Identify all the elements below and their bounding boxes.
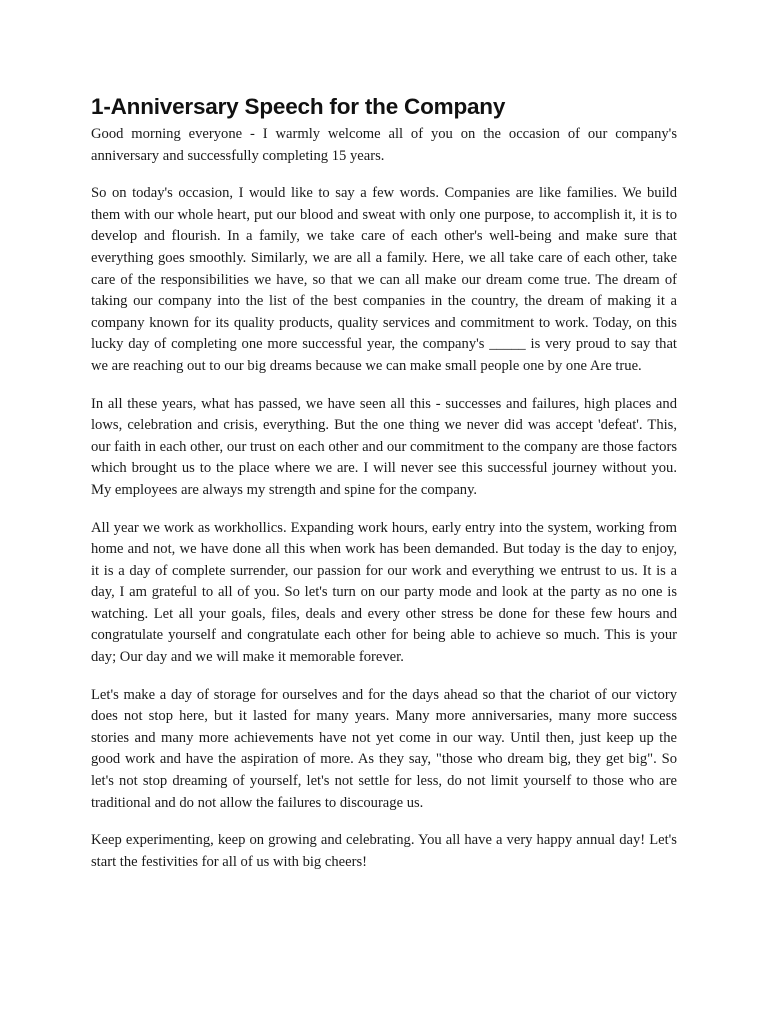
paragraph-4: All year we work as workhollics. Expanding work hours, early entry into the system, working from home and not, we have done all this when work has been demanded. But today is the day to enjoy, it is a day of complete surrender, our passion for our work and everything we entrust to us. It is a day, I am grateful to all of you. So let's turn on our party mode and look at the party as no one is watching. Let all your goals, files, deals and every other stress be done for these few hours and congratulate yourself and congratulate each other for being able to achieve so much. This is your day; Our day and we will make it memorable forever. bbox=[91, 519, 677, 666]
document-page bbox=[91, 92, 677, 889]
paragraph-3: In all these years, what has passed, we have seen all this - successes and failures, high places and lows, celebration and crisis, everything. But the one thing we never did was accept 'defeat'. This, our faith in each other, our trust on each other and our commitment to the company are those factors which brought us to the place where we are. I will never see this successful journey without you. My employees are always my strength and spine for the company. bbox=[91, 395, 677, 498]
paragraph-2: So on today's occasion, I would like to say a few words. Companies are like families. We build them with our whole heart, put our blood and sweat with only one purpose, to accomplish it, it is to develop and flourish. In a family, we take care of each other's well-being and make sure that everything goes smoothly. Similarly, we are all a family. Here, we all take care of each other, take care of the responsibilities we have, so that we can all make our dream come true. The dream of taking our company into the list of the best companies in the country, the dream of making it a company known for its quality products, quality services and commitment to work. Today, on this lucky day of completing one more successful year, the company's _____ is very proud to say that we are reaching out to our big dreams because we can make small people one by one Are true. bbox=[91, 185, 677, 374]
paragraph-6: Keep experimenting, keep on growing and celebrating. You all have a very happy annual day! Let's start the festivities for all of us with big cheers! bbox=[91, 832, 677, 870]
paragraph-1: Good morning everyone - I warmly welcome all of you on the occasion of our company's anniversary and successfully completing 15 years. bbox=[91, 126, 677, 164]
page-title: 1-Anniversary Speech for the Company bbox=[91, 94, 506, 119]
paragraph-5: Let's make a day of storage for ourselves and for the days ahead so that the chariot of our victory does not stop here, but it lasted for many years. Many more anniversaries, many more success stories and many more achievements have not yet come in our way. Until then, just keep up the good work and have the aspiration of more. As they say, "those who dream big, they get big". So let's not stop dreaming of yourself, let's not settle for less, do not limit yourself to those who are traditional and do not allow the failures to discourage us. bbox=[91, 686, 677, 811]
